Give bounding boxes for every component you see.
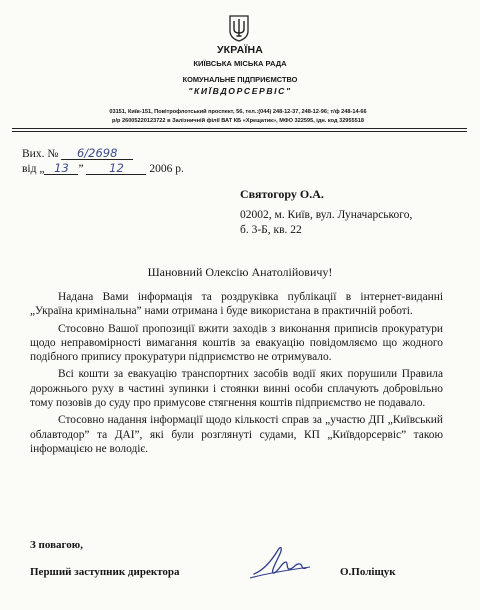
closing-regards: З повагою, (30, 539, 83, 551)
outgoing-number-value: 6/2698 (61, 147, 133, 160)
outgoing-number-row (22, 147, 133, 160)
trident-emblem-icon (228, 14, 250, 42)
body-paragraph: Всі кошти за евакуацію транспортних засобів водії яких порушили Правила дорожнього руху в частині зупинки і стоянки винні особи сплачують добровільно тому позовів до суду про примусове стягнення коштів підприємство не подавало. (30, 368, 443, 410)
outgoing-number-label: Вих. № (22, 148, 59, 160)
date-year: 2006 р. (149, 163, 184, 175)
recipient-address-2: б. 3-Б, кв. 22 (240, 224, 302, 236)
body-paragraph: Надана Вами інформація та роздруківка публікації в інтернет-виданні „Україна кримінальна” нами отримана і буде використана в практичній роботі. (30, 291, 443, 318)
signer-position: Перший заступник директора (30, 566, 180, 578)
date-month: 12 (86, 162, 146, 175)
enterprise-name-heading: "КИЇВДОРСЕРВІС" (188, 86, 292, 96)
body-paragraph: Стосовно Вашої пропозиції вжити заходів з виконання приписів прокуратури щодо неправомірності вимагання коштів за евакуацію повідомляємо що жодного подібного припису прокуратури підприємство не отримувало. (30, 322, 443, 364)
date-row: від „ 13 ” 12 2006 р. (22, 161, 184, 175)
recipient-address-1: 02002, м. Київ, вул. Луначарського, (240, 209, 413, 221)
body-paragraph: Стосовно надання інформації щодо кількості справ за „участю ДП „Київський облавтодор” та ДАІ”, які були розглянуті судами, КП „Київдорсервіс” такою інформацією не володіє. (30, 414, 443, 455)
handwritten-signature (248, 540, 312, 582)
city-admin-heading: КИЇВСЬКА МІСЬКА РАДА (193, 59, 287, 68)
country-heading: УКРАЇНА (216, 44, 264, 56)
recipient-name: Святогору О.А. (240, 187, 324, 201)
signer-name: О.Поліщук (340, 566, 396, 578)
header-divider-bold (12, 131, 467, 132)
bank-details-line: р/р 26005220123722 в Залізничній філії ВАТ КБ «Хрещатик», МФО 322595, ідн. код 32955518 (112, 118, 364, 124)
date-label: від (22, 163, 37, 175)
letter-body (30, 290, 443, 459)
salutation: Шановний Олексію Анатолійовичу! (147, 265, 333, 279)
date-day: 13 (44, 162, 78, 175)
header-divider (12, 128, 467, 129)
enterprise-type-heading: КОМУНАЛЬНЕ ПІДПРИЄМСТВО (182, 75, 298, 84)
address-line: 03151, Київ-151, Повітрофлотський проспект, 56, тел.:(044) 248-12-37, 248-12-96; т/ф 248-14-66 (109, 109, 367, 115)
